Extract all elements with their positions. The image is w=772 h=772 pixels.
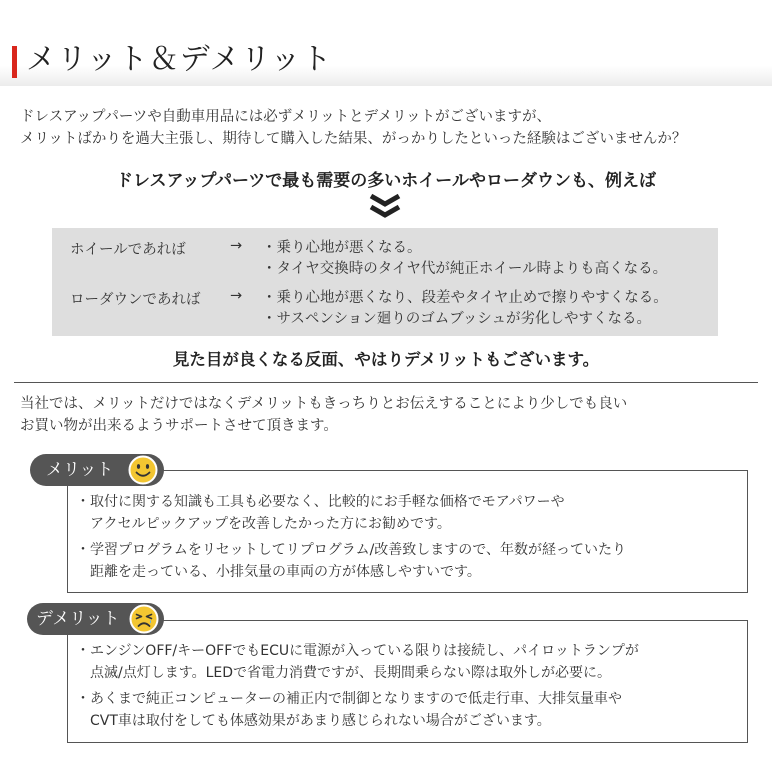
example-headline: ドレスアップパーツで最も需要の多いホイールやローダウンも、例えば [116,171,656,191]
demerit-label: デメリット [36,609,120,629]
example-item: ・サスペンション廻りのゴムブッシュが劣化しやすくなる。 [262,311,651,327]
merit-bullet [76,491,565,535]
merit-bullet [76,539,626,583]
bullet-line: あくまで純正コンピューターの補正内で制御となりますので低走行車、大排気量車や [90,691,622,707]
section-divider [14,382,758,383]
bullet-dot: ・ [76,542,90,558]
bullet-line: CVT車は取付をしても体感効果があまり感じられない場合がございます。 [90,713,551,729]
sad-face-icon [129,604,159,634]
right-arrow-icon: → [230,288,243,304]
demerit-label-pill [27,603,164,635]
intro-line-1: ドレスアップパーツや自動車用品には必ずメリットとデメリットがございますが、 [20,109,551,125]
example-item: ・乗り心地が悪くなり、段差やタイヤ止めで擦りやすくなる。 [262,290,668,306]
demerit-box [67,620,748,743]
smiley-face-icon [128,455,158,485]
demerit-headline: 見た目が良くなる反面、やはりデメリットもございます。 [172,350,600,369]
right-arrow-icon: → [230,238,243,254]
bullet-line: 学習プログラムをリセットしてリプログラム/改善致しますので、年数が経っていたり [90,542,627,558]
support-paragraph [20,393,627,437]
example-items [262,238,667,280]
bullet-line: アクセルピックアップを改善したかった方にお勧めです。 [90,516,451,532]
example-items [262,288,668,330]
support-line-2: お買い物が出来るようサポートさせて頂きます。 [20,418,338,434]
bullet-line: 取付に関する知識も工具も必要なく、比較的にお手軽な価格でモアパワーや [90,494,565,510]
example-box [52,228,718,336]
double-chevron-down-icon [368,193,402,221]
bullet-dot: ・ [76,494,90,510]
merit-label: メリット [46,460,114,480]
bullet-line: 距離を走っている、小排気量の車両の方が体感しやすいです。 [90,564,481,580]
page-title: メリット＆デメリット [26,42,333,77]
example-label: ホイールであれば [70,242,186,258]
demerit-bullet [76,688,622,732]
example-label: ローダウンであれば [70,292,201,308]
example-item: ・タイヤ交換時のタイヤ代が純正ホイール時よりも高くなる。 [262,261,668,277]
demerit-bullet [76,640,639,684]
example-item: ・乗り心地が悪くなる。 [262,240,422,256]
bullet-line: エンジンOFF/キーOFFでもECUに電源が入っている限りは接続し、パイロットランプが [90,643,639,659]
intro-paragraph [20,106,686,150]
merit-box [67,470,748,593]
header-accent-bar [12,46,17,78]
intro-line-2: メリットばかりを過大主張し、期待して購入した結果、がっかりしたといった経験はございませんか？ [20,131,687,147]
merit-label-pill [30,454,164,486]
bullet-dot: ・ [76,691,90,707]
bullet-line: 点滅/点灯します。LEDで省電力消費ですが、長期間乗らない際は取外しが必要に。 [90,665,612,681]
support-line-1: 当社では、メリットだけではなくデメリットもきっちりとお伝えすることにより少しでも良い [20,396,628,412]
bullet-dot: ・ [76,643,90,659]
